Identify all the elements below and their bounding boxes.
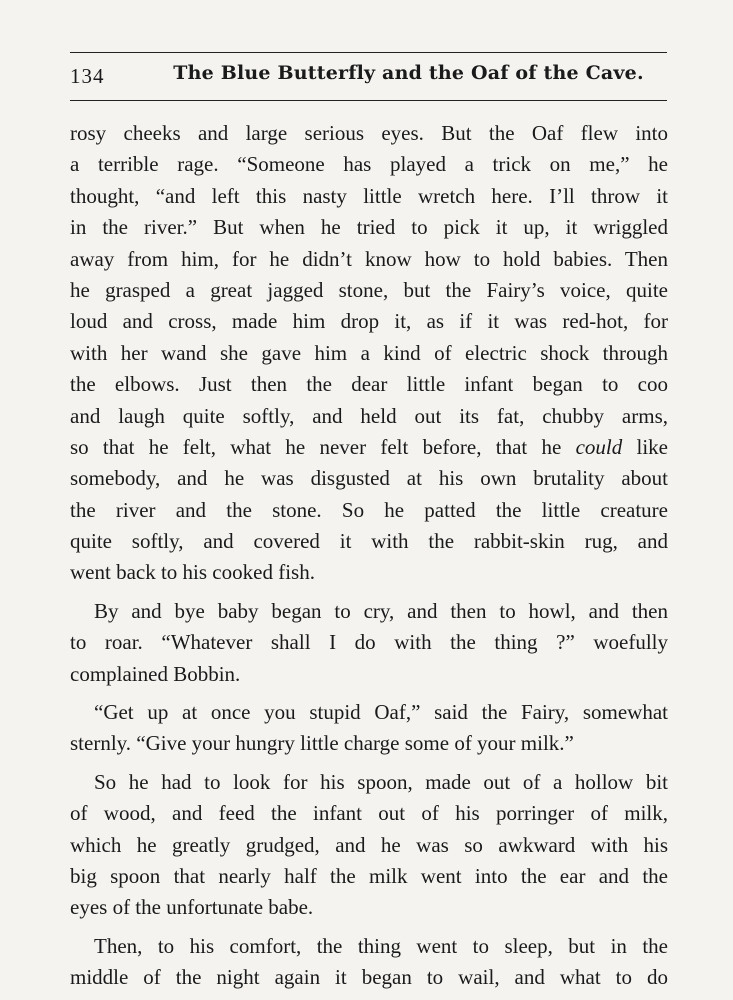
- body-text: [70, 118, 668, 994]
- text-line: sternly. “Give your hungry little charge some of your milk.”: [70, 731, 574, 756]
- paragraph-gap: [70, 589, 668, 596]
- text-line: thought, “and left this nasty little wretch here. I’ll throw it: [70, 183, 668, 208]
- text-line: and laugh quite softly, and held out its fat, chubby arms,: [70, 403, 668, 428]
- page-number: 134: [70, 64, 105, 88]
- text-line: So he had to look for his spoon, made out of a hollow bit: [94, 769, 668, 794]
- text-line: he grasped a great jagged stone, but the Fairy’s voice, quite: [70, 277, 668, 302]
- paragraph-gap: [70, 760, 668, 767]
- text-line: By and bye baby began to cry, and then to howl, and then: [94, 598, 668, 623]
- text-line: “Get up at once you stupid Oaf,” said the Fairy, somewhat: [94, 700, 668, 725]
- paragraph: [70, 118, 668, 589]
- text-line: to roar. “Whatever shall I do with the thing ?” woefully: [70, 630, 668, 655]
- text-line: complained Bobbin.: [70, 661, 241, 686]
- text-line: quite softly, and covered it with the rabbit-skin rug, and: [70, 529, 668, 554]
- text-line: eyes of the unfortunate babe.: [70, 895, 314, 920]
- text-line: a terrible rage. “Someone has played a trick on me,” he: [70, 152, 668, 177]
- text-line: loud and cross, made him drop it, as if it was red-hot, for: [70, 309, 668, 334]
- header-top-rule: [70, 52, 667, 53]
- text-line: which he greatly grudged, and he was so awkward with his: [70, 832, 668, 857]
- text-line: of wood, and feed the infant out of his porringer of milk,: [70, 801, 668, 826]
- running-title: The Blue Butterfly and the Oaf of the Cave.: [173, 62, 644, 84]
- text-line: rosy cheeks and large serious eyes. But the Oaf flew into: [70, 121, 668, 145]
- text-line: middle of the night again it began to wail, and what to do: [70, 965, 668, 990]
- text-line: big spoon that nearly half the milk went into the ear and the: [70, 863, 668, 888]
- text-line: so that he felt, what he never felt before, that he could like: [70, 434, 668, 459]
- paragraph: [70, 596, 668, 690]
- paragraph-gap: [70, 924, 668, 931]
- text-line: went back to his cooked fish.: [70, 560, 315, 585]
- paragraph: [70, 767, 668, 924]
- running-header: [70, 60, 667, 96]
- text-line: the river and the stone. So he patted the little creature: [70, 497, 668, 522]
- emphasis: could: [575, 434, 623, 459]
- text-line: away from him, for he didn’t know how to hold babies. Then: [70, 246, 668, 271]
- text-line: the elbows. Just then the dear little infant began to coo: [70, 372, 668, 397]
- header-bottom-rule: [70, 100, 667, 101]
- text-line: in the river.” But when he tried to pick it up, it wriggled: [70, 215, 668, 240]
- paragraph-gap: [70, 690, 668, 697]
- text-line: Then, to his comfort, the thing went to sleep, but in the: [94, 933, 668, 958]
- text-line: somebody, and he was disgusted at his own brutality about: [70, 466, 668, 491]
- text-line: with her wand she gave him a kind of electric shock through: [70, 340, 668, 365]
- paragraph: [70, 697, 668, 760]
- paragraph: [70, 931, 668, 994]
